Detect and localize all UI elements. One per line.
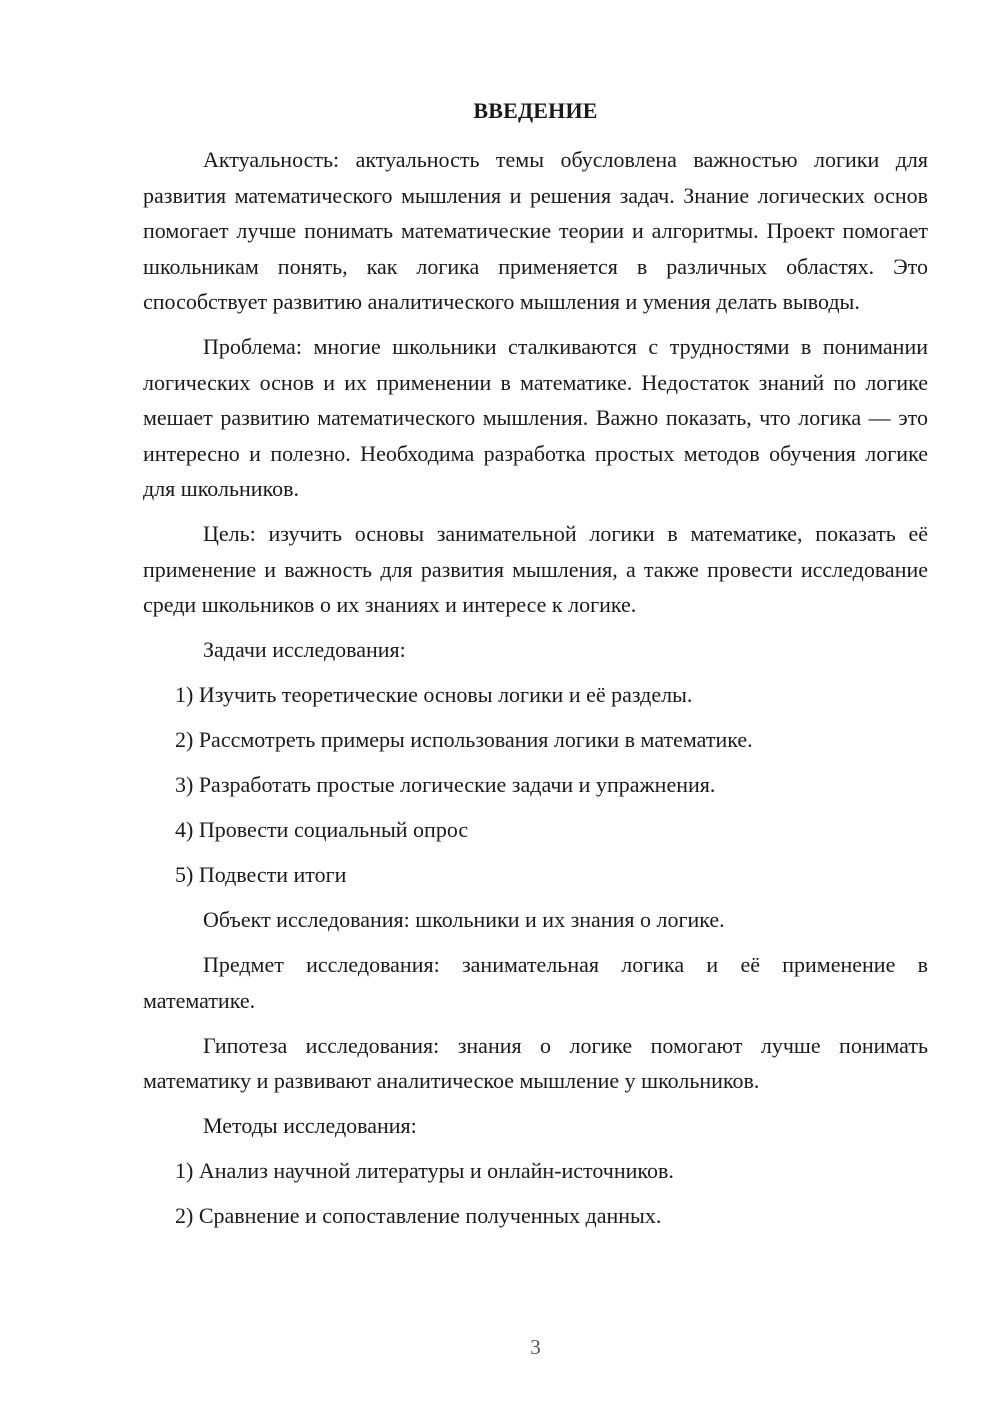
task-item: 2) Рассмотреть примеры использования логики в математике. <box>175 727 753 752</box>
document-page <box>143 0 928 1414</box>
section-title: ВВЕДЕНИЕ <box>473 98 598 123</box>
methods-heading: Методы исследования: <box>203 1113 417 1138</box>
goal-paragraph: Цель: изучить основы занимательной логики в математике, показать её применение и важность для развития мышления, а также провести исследование среди школьников о их знаниях и интересе к логике. <box>143 521 928 617</box>
task-item: 3) Разработать простые логические задачи и упражнения. <box>175 772 716 797</box>
task-item: 4) Провести социальный опрос <box>175 817 469 842</box>
task-item: 1) Изучить теоретические основы логики и её разделы. <box>175 682 693 707</box>
object-paragraph: Объект исследования: школьники и их знания о логике. <box>203 907 725 932</box>
section-body <box>143 142 928 1243</box>
task-item: 5) Подвести итоги <box>175 862 347 887</box>
problem-paragraph: Проблема: многие школьники сталкиваются с трудностями в понимании логических основ и их применении в математике. Недостаток знаний по логике мешает развитию математического мышления. Важно показать, что логика — это интересно и полезно. Необходима разработка простых методов обучения логике для школьников. <box>143 334 928 501</box>
method-item: 1) Анализ научной литературы и онлайн-источников. <box>175 1158 674 1183</box>
page-number: 3 <box>530 1335 541 1359</box>
tasks-heading: Задачи исследования: <box>203 637 406 662</box>
hypothesis-paragraph: Гипотеза исследования: знания о логике помогают лучше понимать математику и развивают аналитическое мышление у школьников. <box>143 1032 928 1093</box>
method-item: 2) Сравнение и сопоставление полученных данных. <box>175 1203 662 1228</box>
relevance-paragraph: Актуальность: актуальность темы обусловлена важностью логики для развития математического мышления и решения задач. Знание логических основ помогает лучше понимать математические теории и алгоритмы. Проект помогает школьникам понять, как логика применяется в различных областях. Это способствует развитию аналитического мышления и умения делать выводы. <box>143 147 928 314</box>
subject-paragraph: Предмет исследования: занимательная логика и её применение в математике. <box>143 952 928 1013</box>
